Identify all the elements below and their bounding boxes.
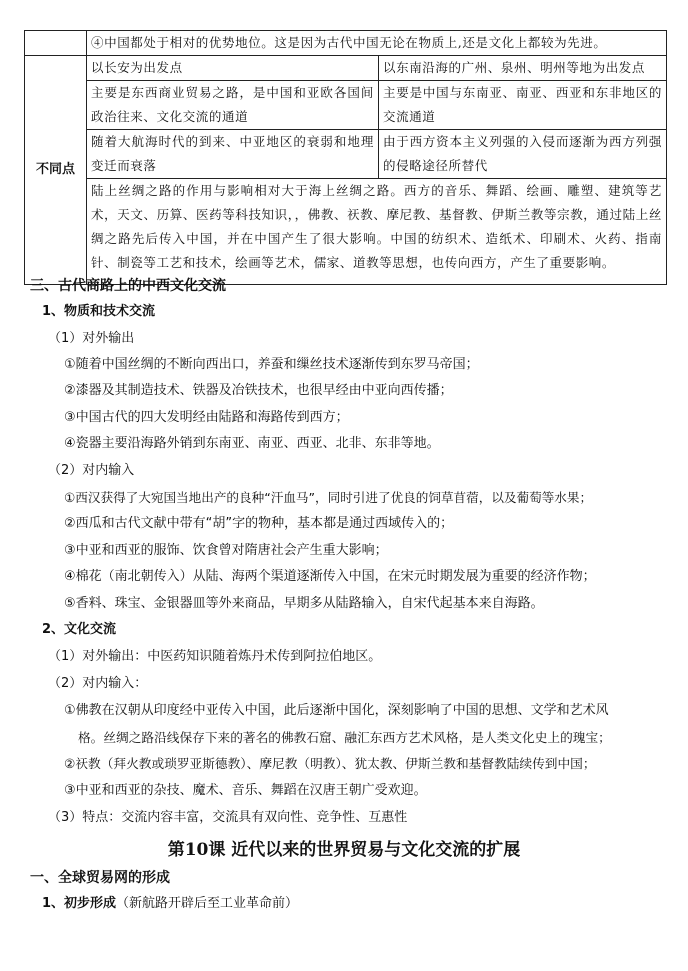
table-cell-sea: 由于西方资本主义列强的入侵而逐渐为西方列强的侵略途径所替代 <box>379 130 667 179</box>
list-item: ④棉花（南北朝传入）从陆、海两个渠道逐渐传入中国，在宋元时期发展为重要的经济作物； <box>64 569 596 584</box>
subsection-heading: 2、文化交流 <box>42 622 117 637</box>
table-cell-sea: 以东南沿海的广州、泉州、明州等地为出发点 <box>379 56 667 81</box>
list-item: ①西汉获得了大宛国当地出产的良种“汗血马”，同时引进了优良的饲草苜蓿，以及葡萄等水果； <box>64 490 593 505</box>
part-heading: （2）对内输入 <box>48 463 135 478</box>
list-item: ③中亚和西亚的服饰、饮食曾对隋唐社会产生重大影响； <box>64 543 388 558</box>
list-item: ④瓷器主要沿海路外销到东南亚、南亚、西亚、北非、东非等地。 <box>64 436 440 451</box>
subsection-title: 1、初步形成 <box>42 896 117 911</box>
list-item: ⑤香料、珠宝、金银器皿等外来商品，早期多从陆路输入，自宋代起基本来自海路。 <box>64 596 544 611</box>
diff-label-cell: 不同点 <box>25 56 87 285</box>
table-cell-land: 随着大航海时代的到来、中亚地区的衰弱和地理变迁而衰落 <box>87 130 379 179</box>
section-heading: 一、全球贸易网的形成 <box>30 870 170 886</box>
list-item: 格。丝绸之路沿线保存下来的著名的佛教石窟、融汇东西方艺术风格，是人类文化史上的瑰宝； <box>78 730 611 745</box>
table-cell <box>25 31 87 56</box>
section-heading: 三、古代商路上的中西文化交流 <box>30 278 226 294</box>
list-item: ③中亚和西亚的杂技、魔术、音乐、舞蹈在汉唐王朝广受欢迎。 <box>64 783 427 798</box>
part-text: （3）特点：交流内容丰富，交流具有双向性、竞争性、互惠性 <box>48 810 408 825</box>
subsection-heading: 1、物质和技术交流 <box>42 304 156 319</box>
list-item: ②漆器及其制造技术、铁器及冶铁技术，也很早经由中亚向西传播； <box>64 383 453 398</box>
list-item: ①佛教在汉朝从印度经中亚传入中国，此后逐渐中国化，深刻影响了中国的思想、文学和艺术风 <box>64 703 609 718</box>
table-row <box>25 31 667 56</box>
lesson-title: 第10课 近代以来的世界贸易与文化交流的扩展 <box>167 840 521 860</box>
list-item: ①随着中国丝绸的不断向西出口，养蚕和缫丝技术逐渐传到东罗马帝国； <box>64 357 479 372</box>
list-item: ②祆教（拜火教或琐罗亚斯德教）、摩尼教（明教）、犹太教、伊斯兰教和基督教陆续传到中国； <box>64 756 596 771</box>
silk-road-comparison-table <box>24 30 667 285</box>
part-heading: （1）对外输出 <box>48 331 135 346</box>
table-cell-land: 以长安为出发点 <box>87 56 379 81</box>
part-text: （1）对外输出：中医药知识随着炼丹术传到阿拉伯地区。 <box>48 649 382 664</box>
table-cell-sea: 主要是中国与东南亚、南亚、西亚和东非地区的交流通道 <box>379 81 667 130</box>
table-cell-merged: 陆上丝绸之路的作用与影响相对大于海上丝绸之路。西方的音乐、舞蹈、绘画、雕塑、建筑等艺术，天文、历算、医药等科技知识，，佛教、祆教、摩尼教、基督教、伊斯兰教等宗教，通过陆上丝绸之路先后传入中国，并在中国产生了很大影响。中国的纺织术、造纸术、印刷术、火药、指南针、制瓷等工艺和技术，绘画等艺术，儒家、道教等思想，也传向西方，产生了重要影响。 <box>87 179 667 285</box>
subsection-heading <box>42 894 298 914</box>
table-row <box>25 130 667 179</box>
table-row <box>25 81 667 130</box>
list-item: ②西瓜和古代文献中带有“胡”字的物种，基本都是通过西域传入的； <box>64 516 454 531</box>
part-heading: （2）对内输入： <box>48 676 148 691</box>
table-cell-land: 主要是东西商业贸易之路，是中国和亚欧各国间政治往来、文化交流的通道 <box>87 81 379 130</box>
list-item: ③中国古代的四大发明经由陆路和海路传到西方； <box>64 410 349 425</box>
table-row <box>25 179 667 285</box>
table-cell-top: ④中国都处于相对的优势地位。这是因为古代中国无论在物质上,还是文化上都较为先进。 <box>87 31 667 56</box>
subsection-note: （新航路开辟后至工业革命前） <box>116 896 299 911</box>
table-row <box>25 56 667 81</box>
